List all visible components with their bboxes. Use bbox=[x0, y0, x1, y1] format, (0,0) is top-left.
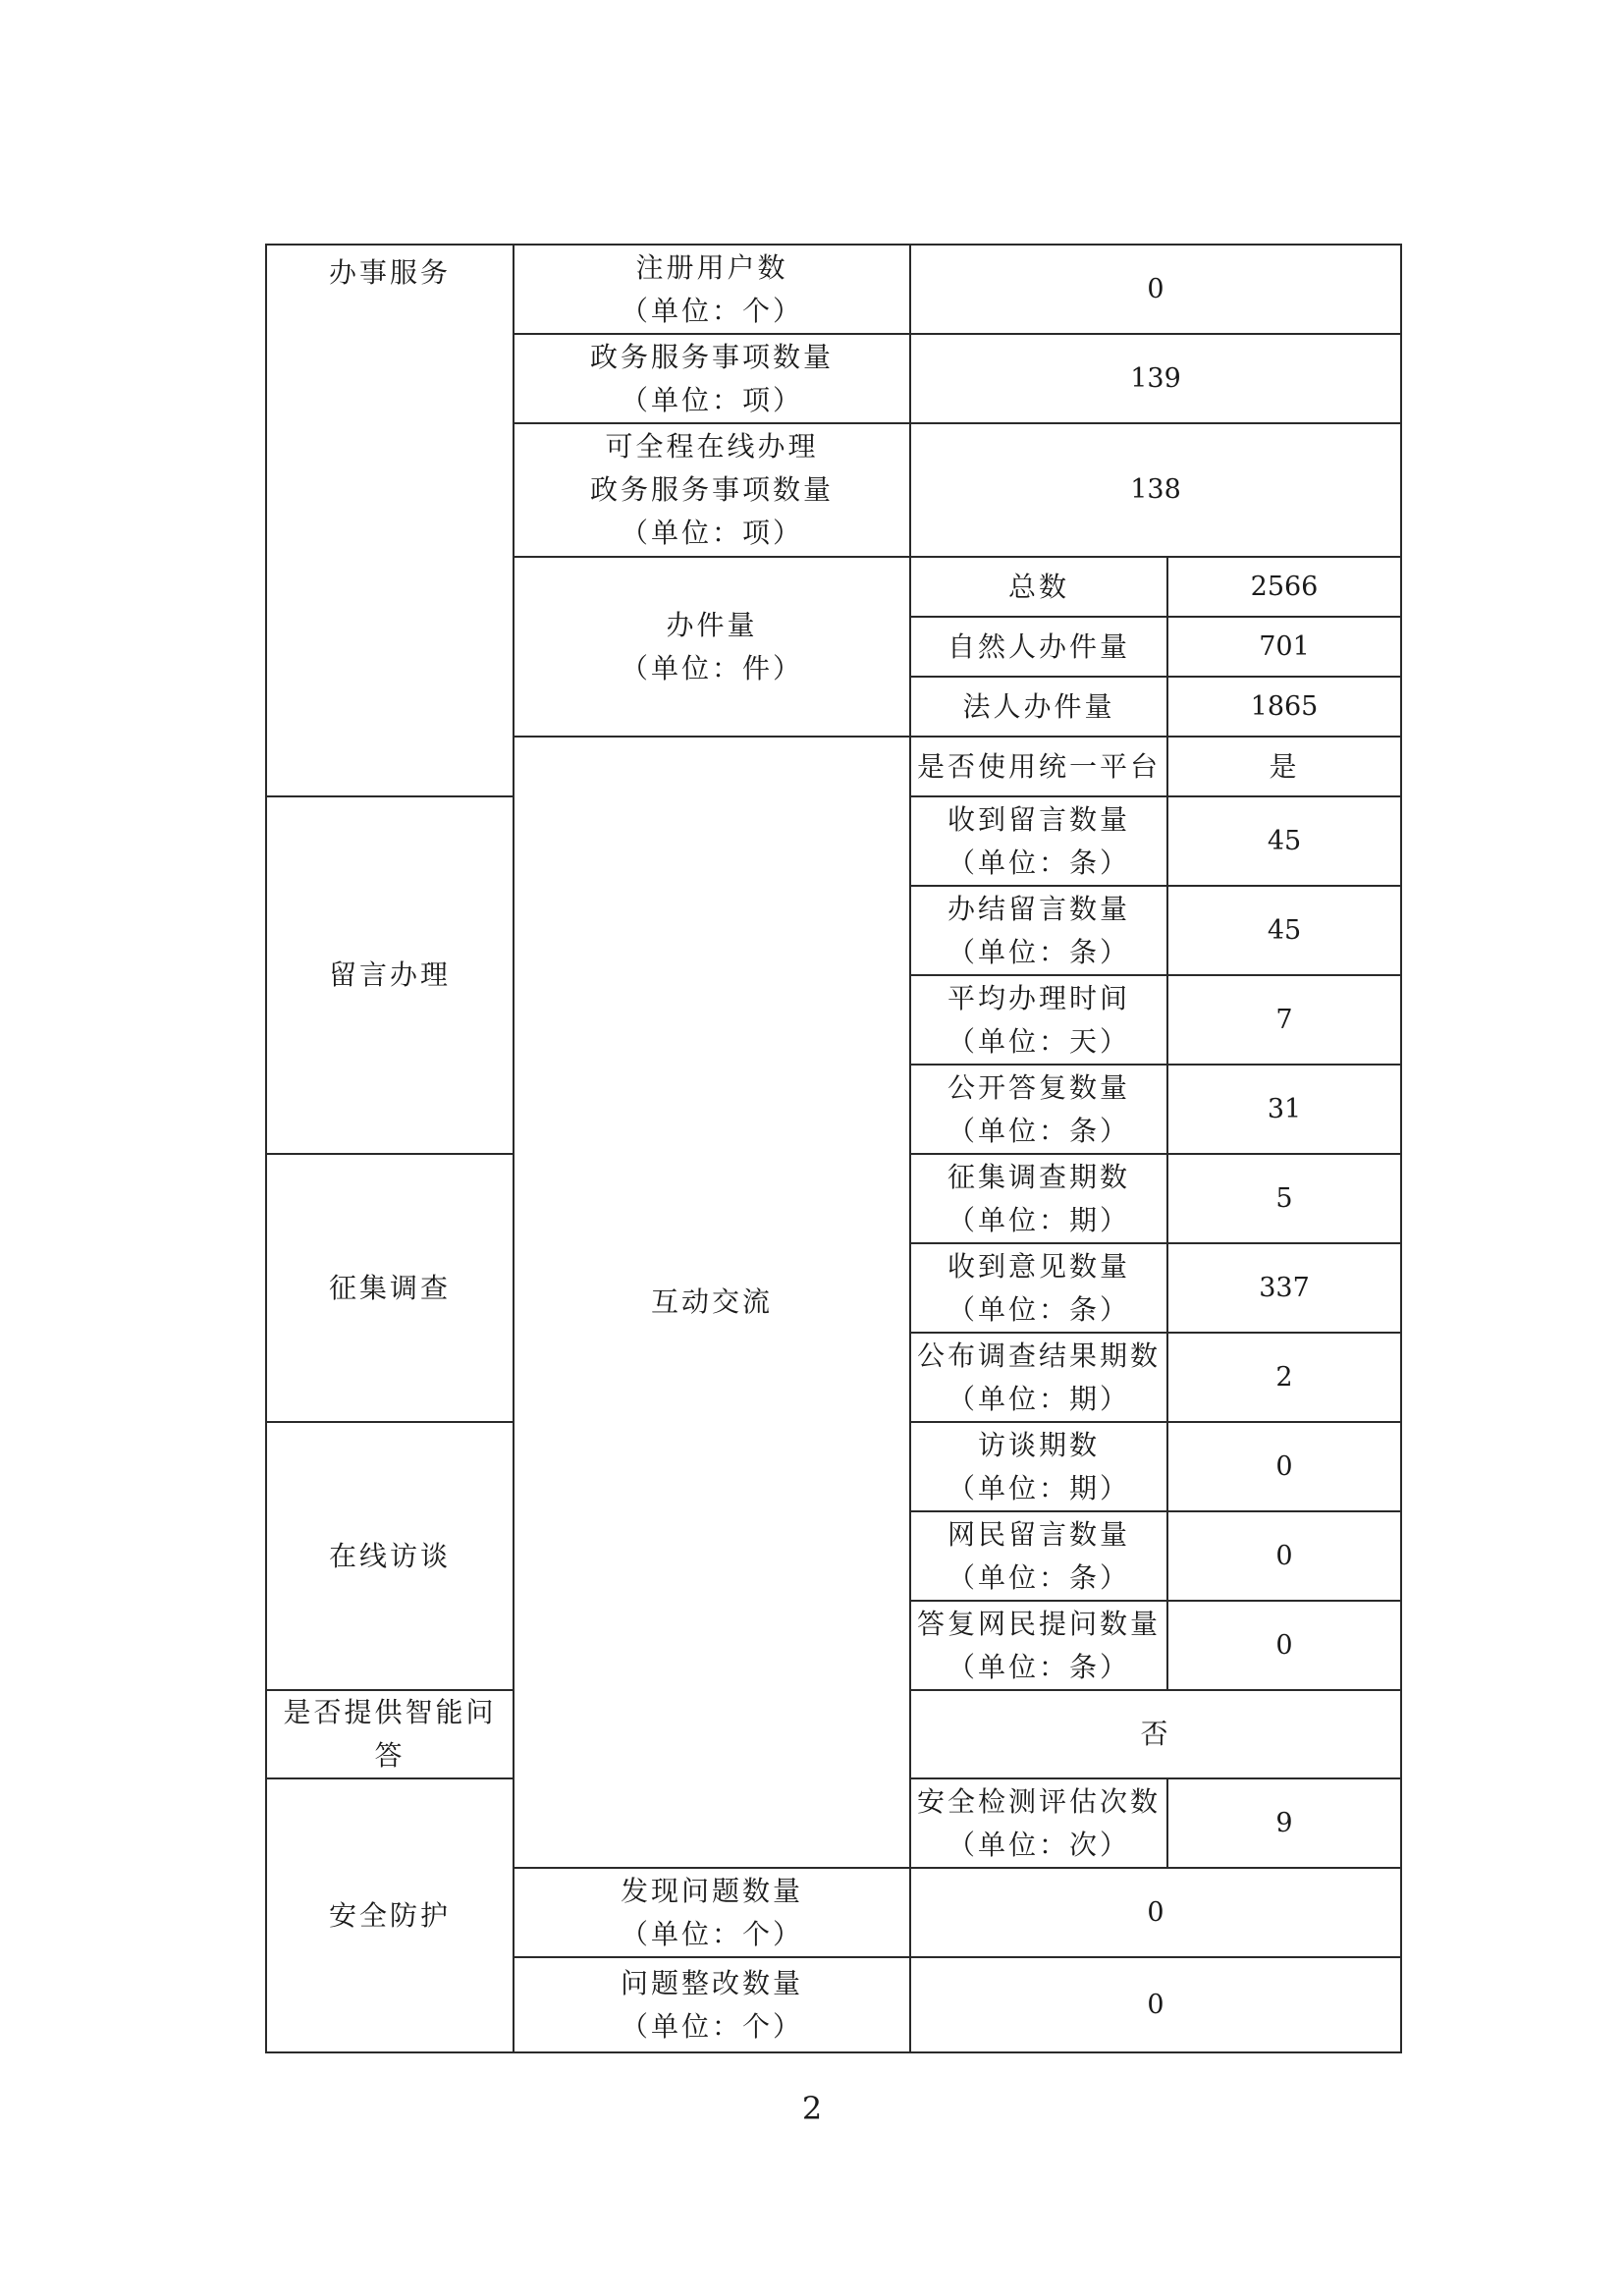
issues-found-label: 发现问题数量 （单位：个） bbox=[514, 1868, 910, 1957]
cases-label: 办件量 （单位：件） bbox=[514, 557, 910, 737]
messages-received-value: 45 bbox=[1167, 796, 1401, 886]
category-security: 安全防护 bbox=[266, 1778, 514, 2052]
issues-fixed-value: 0 bbox=[910, 1957, 1401, 2052]
cases-natural-person-value: 701 bbox=[1167, 617, 1401, 677]
messages-concluded-label: 办结留言数量 （单位：条） bbox=[910, 886, 1167, 975]
category-service: 办事服务 bbox=[266, 245, 514, 796]
interview-periods-label: 访谈期数 （单位：期） bbox=[910, 1422, 1167, 1511]
messages-label: 留言办理 bbox=[266, 796, 514, 1154]
assessments-label: 安全检测评估次数 （单位：次） bbox=[910, 1778, 1167, 1868]
survey-results-label: 公布调查结果期数 （单位：期） bbox=[910, 1333, 1167, 1422]
survey-opinions-label: 收到意见数量 （单位：条） bbox=[910, 1243, 1167, 1333]
survey-results-value: 2 bbox=[1167, 1333, 1401, 1422]
interview-answers-value: 0 bbox=[1167, 1601, 1401, 1690]
statistics-table bbox=[265, 244, 1402, 2053]
online-items-label: 可全程在线办理 政务服务事项数量 （单位：项） bbox=[514, 423, 910, 557]
survey-periods-label: 征集调查期数 （单位：期） bbox=[910, 1154, 1167, 1243]
messages-avg-time-label: 平均办理时间 （单位：天） bbox=[910, 975, 1167, 1065]
messages-concluded-value: 45 bbox=[1167, 886, 1401, 975]
interview-label: 在线访谈 bbox=[266, 1422, 514, 1690]
cases-legal-person-label: 法人办件量 bbox=[910, 677, 1167, 737]
assessments-value: 9 bbox=[1167, 1778, 1401, 1868]
interview-periods-value: 0 bbox=[1167, 1422, 1401, 1511]
cases-natural-person-label: 自然人办件量 bbox=[910, 617, 1167, 677]
smart-qa-value: 否 bbox=[910, 1690, 1401, 1778]
messages-public-replies-label: 公开答复数量 （单位：条） bbox=[910, 1065, 1167, 1154]
interview-answers-label: 答复网民提问数量 （单位：条） bbox=[910, 1601, 1167, 1690]
survey-opinions-value: 337 bbox=[1167, 1243, 1401, 1333]
unified-platform-value: 是 bbox=[1167, 737, 1401, 796]
service-items-label: 政务服务事项数量 （单位：项） bbox=[514, 334, 910, 423]
unified-platform-label: 是否使用统一平台 bbox=[910, 737, 1167, 796]
online-items-value: 138 bbox=[910, 423, 1401, 557]
smart-qa-label: 是否提供智能问答 bbox=[266, 1690, 514, 1778]
cases-total-label: 总数 bbox=[910, 557, 1167, 617]
registered-users-label: 注册用户数 （单位：个） bbox=[514, 245, 910, 334]
registered-users-value: 0 bbox=[910, 245, 1401, 334]
survey-label: 征集调查 bbox=[266, 1154, 514, 1422]
interview-netizen-messages-label: 网民留言数量 （单位：条） bbox=[910, 1511, 1167, 1601]
cases-legal-person-value: 1865 bbox=[1167, 677, 1401, 737]
cases-total-value: 2566 bbox=[1167, 557, 1401, 617]
issues-found-value: 0 bbox=[910, 1868, 1401, 1957]
messages-public-replies-value: 31 bbox=[1167, 1065, 1401, 1154]
survey-periods-value: 5 bbox=[1167, 1154, 1401, 1243]
issues-fixed-label: 问题整改数量 （单位：个） bbox=[514, 1957, 910, 2052]
interview-netizen-messages-value: 0 bbox=[1167, 1511, 1401, 1601]
page-number: 2 bbox=[801, 2090, 823, 2127]
messages-received-label: 收到留言数量 （单位：条） bbox=[910, 796, 1167, 886]
category-interaction: 互动交流 bbox=[514, 737, 910, 1868]
service-items-value: 139 bbox=[910, 334, 1401, 423]
messages-avg-time-value: 7 bbox=[1167, 975, 1401, 1065]
